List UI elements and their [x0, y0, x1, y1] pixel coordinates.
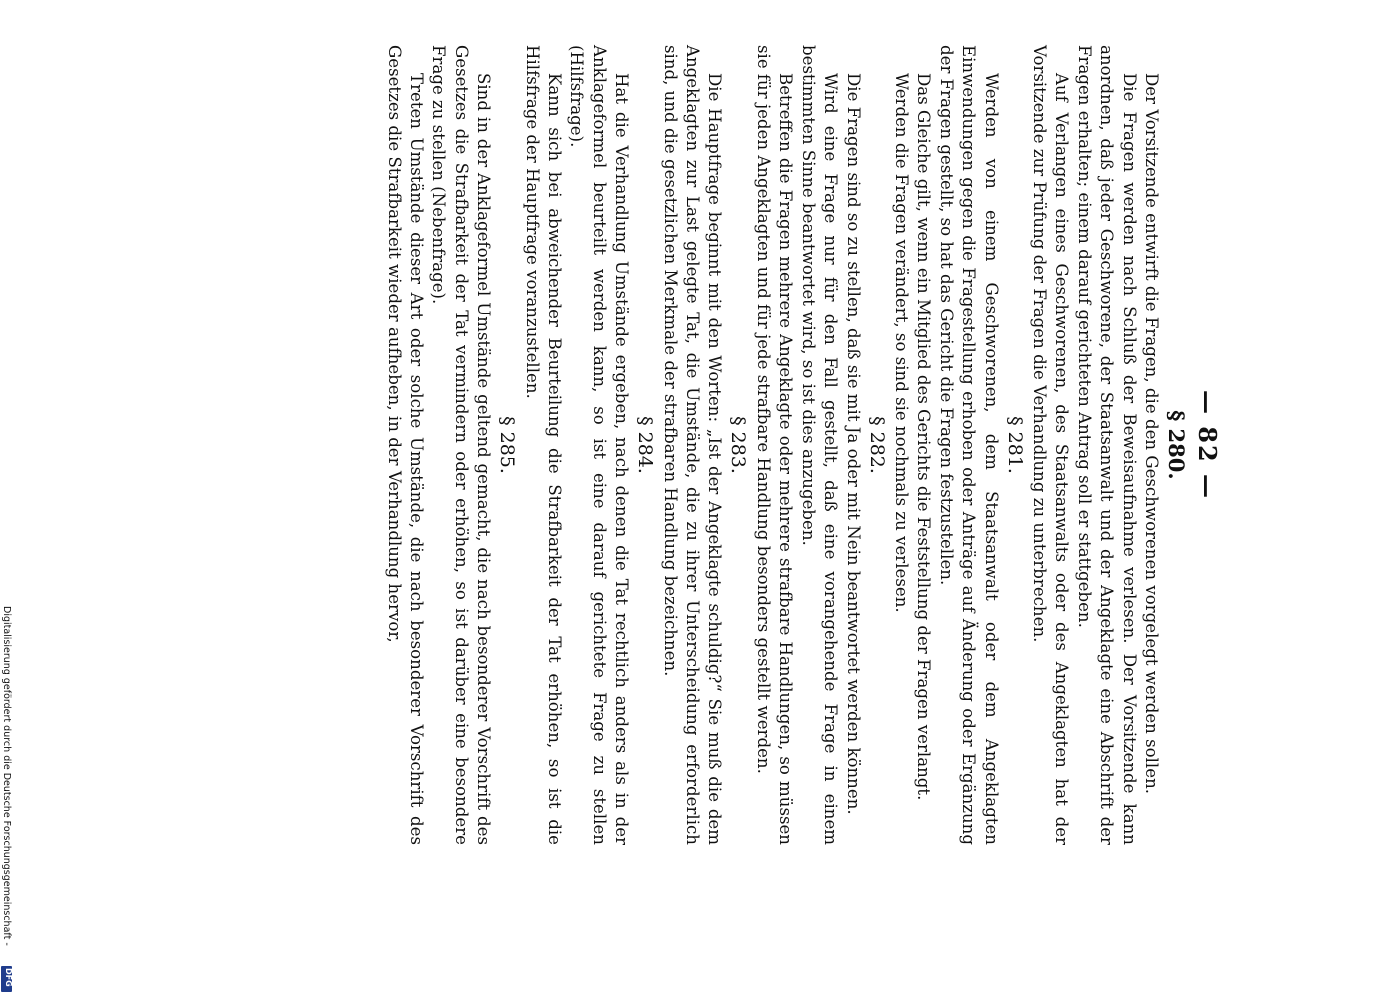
paragraph: Treten Umstände dieser Art oder solche Umstände, die nach besonderer Vorschrift des Gesetzes die Strafbarkeit wieder aufheben, in der Verhandlung hervor, [384, 45, 427, 845]
dfg-logo-icon [1, 966, 12, 992]
paragraph: Das Gleiche gilt, wenn ein Mitglied des Gerichts die Feststellung der Fragen verlangt. [914, 73, 934, 801]
section-heading-281: § 281. [1003, 416, 1026, 474]
section-heading-285: § 285. [496, 416, 519, 474]
page-body [382, 45, 1222, 845]
section-heading-284: § 284. [634, 416, 657, 474]
paragraph: Die Fragen sind so zu stellen, daß sie mit Ja oder mit Nein beantwortet werden können. [843, 73, 863, 815]
paragraph: Werden die Fragen verändert, so sind sie nochmals zu verlesen. [891, 73, 911, 613]
paragraph: Sind in der Anklageformel Umstände geltend gemacht, die nach besonderer Vorschrift des Gesetzes die Strafbarkeit der Tat vermindern oder erhöhen, so ist darüber eine besondere Frage zu stellen (Nebenfrage). [429, 45, 494, 845]
paragraph: Die Hauptfrage beginnt mit den Worten: „Ist der Angeklagte schuldig?“ Sie muß die dem Angeklagten zur Last gelegte Tat, die Umstände, die zu ihrer Unterscheidung erforderlich sind, und die gesetzlichen Merkmale der strafbaren Handlung bezeichnen. [660, 45, 725, 845]
paragraph: Hat die Verhandlung Umstände ergeben, nach denen die Tat rechtlich anders als in der Anklageformel beurteilt werden kann, so ist eine darauf gerichtete Frage zu stellen (Hilfsfrage). [567, 45, 632, 845]
section-heading-282: § 282. [865, 416, 888, 474]
paragraph: Auf Verlangen eines Geschworenen, des Staatsanwalts oder des Angeklagten hat der Vorsitzende zur Prüfung der Fragen die Verhandlung zu unterbrechen. [1029, 45, 1072, 845]
paragraph: Der Vorsitzende entwirft die Fragen, die den Geschworenen vorgelegt werden sollen. [1142, 73, 1161, 795]
paragraph: Kann sich bei abweichender Beurteilung die Strafbarkeit der Tat erhöhen, so ist die Hilfsfrage der Hauptfrage voranzustellen. [522, 45, 565, 845]
paragraph: Wird eine Frage nur für den Fall gestellt, daß eine vorangehende Frage in einem bestimmten Sinne beantwortet wird, so ist dies anzugeben. [798, 45, 841, 845]
funding-note: Digitalisierung gefördert durch die Deutsche Forschungsgemeinschaft - [1, 606, 12, 946]
section-heading-280: § 280. [1164, 410, 1189, 480]
paragraph: Betreffen die Fragen mehrere Angeklagte oder mehrere strafbare Handlungen, so müssen sie für jeden Angeklagten und für jede strafbare Handlung besonders gestellt werden. [753, 45, 796, 845]
page-number: — 82 — [1193, 389, 1222, 501]
section-heading-283: § 283. [727, 416, 750, 474]
paragraph: Werden von einem Geschworenen, dem Staatsanwalt oder dem Angeklagten Einwendungen gegen die Fragestellung erhoben oder Anträge auf Änderung oder Ergänzung der Fragen gestellt, so hat das Gericht die Fragen festzustellen. [936, 45, 1001, 845]
dfg-logo-label: DFG [4, 968, 13, 987]
paragraph: Die Fragen werden nach Schluß der Beweisaufnahme verlesen. Der Vorsitzende kann anordnen, daß jeder Geschworene, der Staatsanwalt und der Angeklagte eine Abschrift der Fragen erhalten; einem darauf gerichteten Antrag soll er stattgeben. [1074, 45, 1139, 845]
